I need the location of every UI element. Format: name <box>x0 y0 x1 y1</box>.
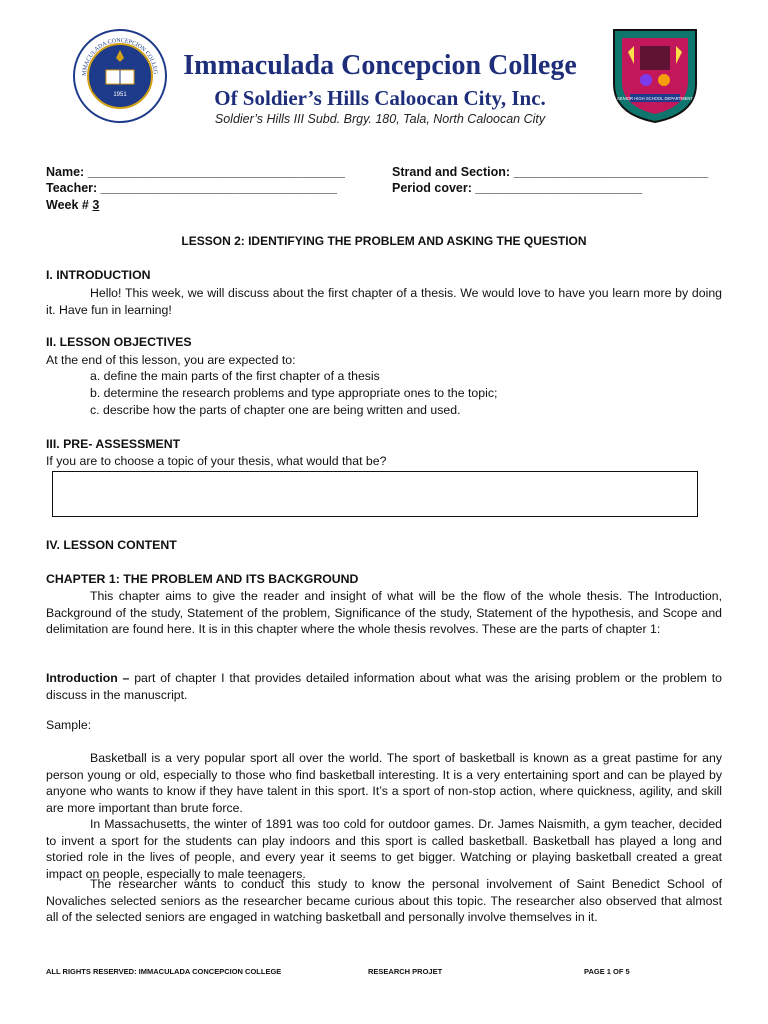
sample-paragraph-3: The researcher wants to conduct this study to know the personal involvement of Saint Benedict School of Novaliches selected seniors as the researcher became curious about this topic. The researcher also observed that almost all of the selected seniors are engaged in watching basketball and personally involve themselves in it. <box>46 877 722 924</box>
footer-rights: ALL RIGHTS RESERVED: IMMACULADA CONCEPCION COLLEGE <box>46 967 282 976</box>
sample-paragraph-1: Basketball is a very popular sport all over the world. The sport of basketball is known as a great pastime for any person young or old, especially to those who find basketball interesting. It is a very entertaining sport and can be played by anyone who wants to know if they have talent in this sport. It’s a sport of non-stop action, where quickness, agility, and skill are more important than brute force. <box>46 751 722 815</box>
objective-item: c. describe how the parts of chapter one are being written and used. <box>90 403 461 417</box>
answer-box[interactable] <box>52 471 698 517</box>
seal-top-text: MMACULADA CONCEPCION COLLEG <box>81 37 159 77</box>
badge-text: SENIOR HIGH SCHOOL DEPARTMENT <box>616 96 694 101</box>
teacher-field[interactable]: __________________________________ <box>100 181 338 195</box>
period-label: Period cover: <box>392 181 472 195</box>
objective-item: b. determine the research problems and type appropriate ones to the topic; <box>90 386 498 400</box>
name-row <box>46 165 345 179</box>
week-label: Week # <box>46 198 89 212</box>
intro-heading: I. INTRODUCTION <box>46 268 151 282</box>
pre-assessment-heading: III. PRE- ASSESSMENT <box>46 437 181 451</box>
strand-field[interactable]: ____________________________ <box>513 165 709 179</box>
seal-year: 1951 <box>113 92 127 98</box>
intro-text: Hello! This week, we will discuss about the first chapter of a thesis. We would love to have you learn more by doing it. Have fun in learning! <box>46 286 722 317</box>
objective-item: a. define the main parts of the first chapter of a thesis <box>90 369 380 383</box>
objectives-lead: At the end of this lesson, you are expected to: <box>46 353 296 367</box>
chapter-heading: CHAPTER 1: THE PROBLEM AND ITS BACKGROUND <box>46 572 359 586</box>
sample-label: Sample: <box>46 718 92 732</box>
sample-paragraph-2: In Massachusetts, the winter of 1891 was too cold for outdoor games. Dr. James Naismith, a gym teacher, decided to invent a sport for the students can play indoors and this sport is called basketball. Basketball has played a long and storied role in the lives of people, and every year it seems to get bigger. Watching or playing basketball created a great impact on people, especially to male teenagers. <box>46 817 722 881</box>
teacher-row <box>46 181 337 195</box>
school-name: Immaculada Concepcion College <box>183 50 577 81</box>
teacher-label: Teacher: <box>46 181 98 195</box>
pre-assessment-question: If you are to choose a topic of your thesis, what would that be? <box>46 454 387 468</box>
school-address: Soldier’s Hills III Subd. Brgy. 180, Tala, North Caloocan City <box>214 112 546 126</box>
name-field[interactable]: _____________________________________ <box>87 165 345 179</box>
week-row <box>46 198 99 212</box>
school-subtitle: Of Soldier’s Hills Caloocan City, Inc. <box>214 86 546 110</box>
period-field[interactable]: ________________________ <box>475 181 643 195</box>
introduction-definition <box>46 670 722 703</box>
footer-project: RESEARCH PROJET <box>368 967 443 976</box>
chapter-text: This chapter aims to give the reader and insight of what will be the flow of the whole thesis. The Introduction, Background of the study, Statement of the problem, Significance of the study, Statement of the hypothesis, and Scope and delimitation are found here. It is in this chapter where the whole thesis revolves. These are the parts of chapter 1: <box>46 589 722 636</box>
period-row <box>392 181 642 195</box>
objectives-heading: II. LESSON OBJECTIVES <box>46 335 192 349</box>
college-seal-logo <box>72 28 168 124</box>
strand-label: Strand and Section: <box>392 165 511 179</box>
lesson-content-heading: IV. LESSON CONTENT <box>46 538 177 552</box>
week-value: 3 <box>92 198 100 212</box>
introduction-term: Introduction – <box>46 671 130 685</box>
seal-bottom-text: ntegrity · Leadership · Excellenc <box>87 81 152 107</box>
senior-high-badge-logo <box>606 22 704 124</box>
lesson-title: LESSON 2: IDENTIFYING THE PROBLEM AND ASKING THE QUESTION <box>181 234 587 248</box>
strand-row <box>392 165 708 179</box>
footer-page-number: PAGE 1 OF 5 <box>584 967 630 976</box>
name-label: Name: <box>46 165 85 179</box>
introduction-definition-text: part of chapter I that provides detailed information about what was the arising problem or the problem to discuss in the manuscript. <box>46 671 722 702</box>
